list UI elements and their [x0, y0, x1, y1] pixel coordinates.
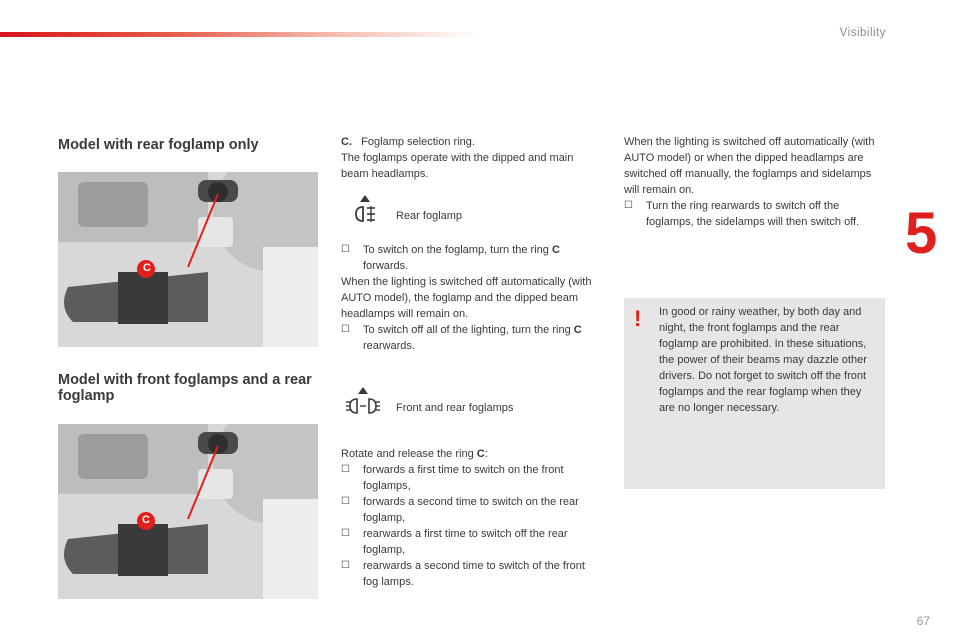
heading-front-and-rear-foglamps: Model with front foglamps and a rear foglamp	[58, 372, 312, 404]
stalk-photo-front-rear	[58, 424, 318, 599]
chapter-number: 5	[905, 201, 938, 266]
warning-box	[624, 298, 885, 489]
bullet-marker: ☐	[341, 560, 350, 571]
column-2-bottom	[341, 446, 603, 590]
bullet-step-1: ☐ forwards a first time to switch on the front foglamps,	[341, 464, 564, 492]
front-rear-foglamps-icon	[345, 385, 381, 426]
bullet-step-3: ☐ rearwards a first time to switch off the rear foglamp,	[341, 528, 568, 556]
bullet-step-2: ☐ forwards a second time to switch on the rear foglamp,	[341, 496, 579, 524]
auto-off-paragraph: When the lighting is switched off automatically (with AUTO model) or when the dipped headlamps are switched off manually, the foglamps and sidelamps will remain on.	[624, 136, 875, 196]
bullet-step-4: ☐ rearwards a second time to switch of the front fog lamps.	[341, 560, 585, 588]
stalk-photo-rear	[58, 172, 318, 347]
heading-rear-foglamp-only: Model with rear foglamp only	[58, 137, 259, 153]
bullet-marker: ☐	[341, 324, 350, 335]
bullet-marker: ☐	[624, 200, 633, 211]
front-rear-foglamps-label: Front and rear foglamps	[396, 402, 514, 414]
callout-c-1: C	[143, 262, 151, 274]
bullet-switch-off: ☐ To switch off all of the lighting, turn the ring C rearwards.	[341, 324, 582, 352]
bullet-turn-ring-rearwards: ☐ Turn the ring rearwards to switch off the foglamps, the sidelamps will then switch off.	[624, 200, 860, 228]
ring-description: Foglamp selection ring.	[361, 136, 475, 148]
rotate-instruction: Rotate and release the ring C:	[341, 448, 488, 460]
column-2-top	[341, 134, 603, 182]
column-2-middle	[341, 242, 603, 354]
section-title: Visibility	[839, 27, 886, 39]
rear-foglamp-icon	[353, 193, 377, 232]
bullet-marker: ☐	[341, 496, 350, 507]
page-number: 67	[916, 614, 930, 628]
rear-foglamp-label: Rear foglamp	[396, 210, 463, 222]
bullet-marker: ☐	[341, 528, 350, 539]
warning-text: In good or rainy weather, by both day and night, the front foglamps and the rear foglamp are prohibited. In these situations, the power of their beams may dazzle other drivers. Do not forget to switch off the front foglamps and the rear foglamp when they are no longer necessary.	[659, 306, 867, 414]
intro-paragraph: The foglamps operate with the dipped and main beam headlamps.	[341, 152, 574, 180]
column-3	[624, 134, 886, 230]
bullet-switch-on: ☐ To switch on the foglamp, turn the ring C forwards.	[341, 244, 560, 272]
callout-c-2: C	[142, 514, 150, 526]
header-accent-bar	[0, 32, 480, 37]
auto-paragraph: When the lighting is switched off automatically (with AUTO model), the foglamp and the dipped beam headlamps will remain on.	[341, 276, 592, 320]
bullet-marker: ☐	[341, 244, 350, 255]
ring-label: C.	[341, 136, 352, 148]
warning-icon: !	[634, 306, 642, 331]
bullet-marker: ☐	[341, 464, 350, 475]
